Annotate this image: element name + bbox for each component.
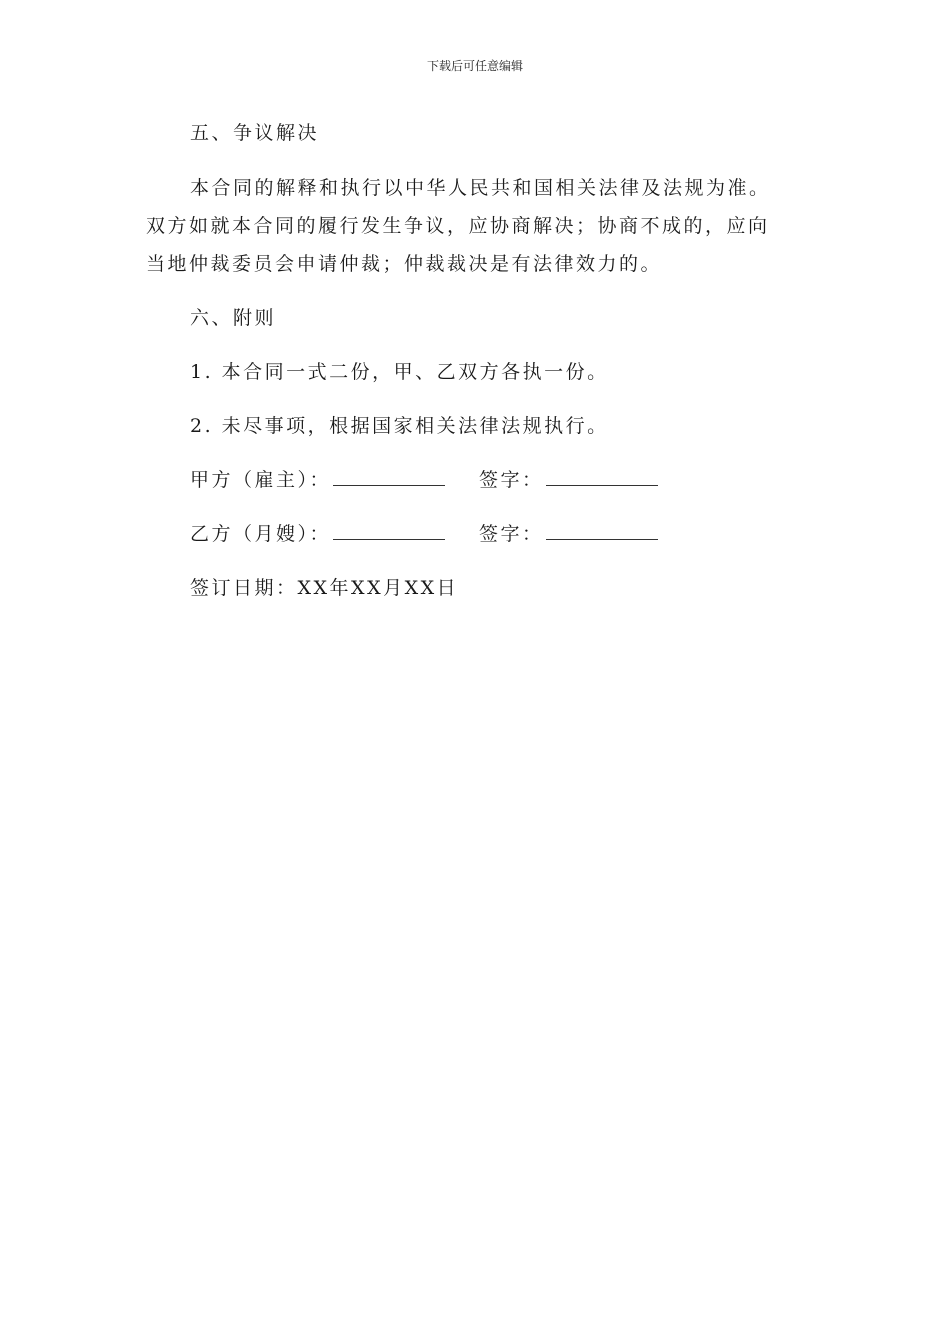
party-a-label: 甲方（雇主）： <box>190 469 332 491</box>
page-header: 下载后可任意编辑 <box>426 59 523 73</box>
section-heading-appendix: 六、附则 <box>190 307 277 329</box>
party-a-name-blank[interactable] <box>333 469 445 486</box>
dispute-paragraph-line-3: 当地仲裁委员会申请仲裁；仲裁裁决是有法律效力的。 <box>146 253 663 275</box>
appendix-item-2: 2. 未尽事项，根据国家相关法律法规执行。 <box>190 415 609 437</box>
dispute-paragraph-line-1: 本合同的解释和执行以中华人民共和国相关法律及法规为准。 <box>190 177 771 199</box>
section-heading-dispute: 五、争议解决 <box>190 122 320 144</box>
party-b-signature-label: 签字： <box>479 523 544 545</box>
party-b-signature-row <box>190 519 658 546</box>
appendix-item-1: 1. 本合同一式二份，甲、乙双方各执一份。 <box>190 361 609 383</box>
party-b-signature-blank[interactable] <box>546 523 658 540</box>
party-a-signature-row <box>190 465 658 492</box>
party-b-name-blank[interactable] <box>333 523 445 540</box>
dispute-paragraph-line-2: 双方如就本合同的履行发生争议，应协商解决；协商不成的，应向 <box>146 215 770 237</box>
party-a-signature-label: 签字： <box>479 469 544 491</box>
signing-date: 签订日期：XX年XX月XX日 <box>190 577 459 599</box>
party-b-label: 乙方（月嫂）： <box>190 523 332 545</box>
party-a-signature-blank[interactable] <box>546 469 658 486</box>
